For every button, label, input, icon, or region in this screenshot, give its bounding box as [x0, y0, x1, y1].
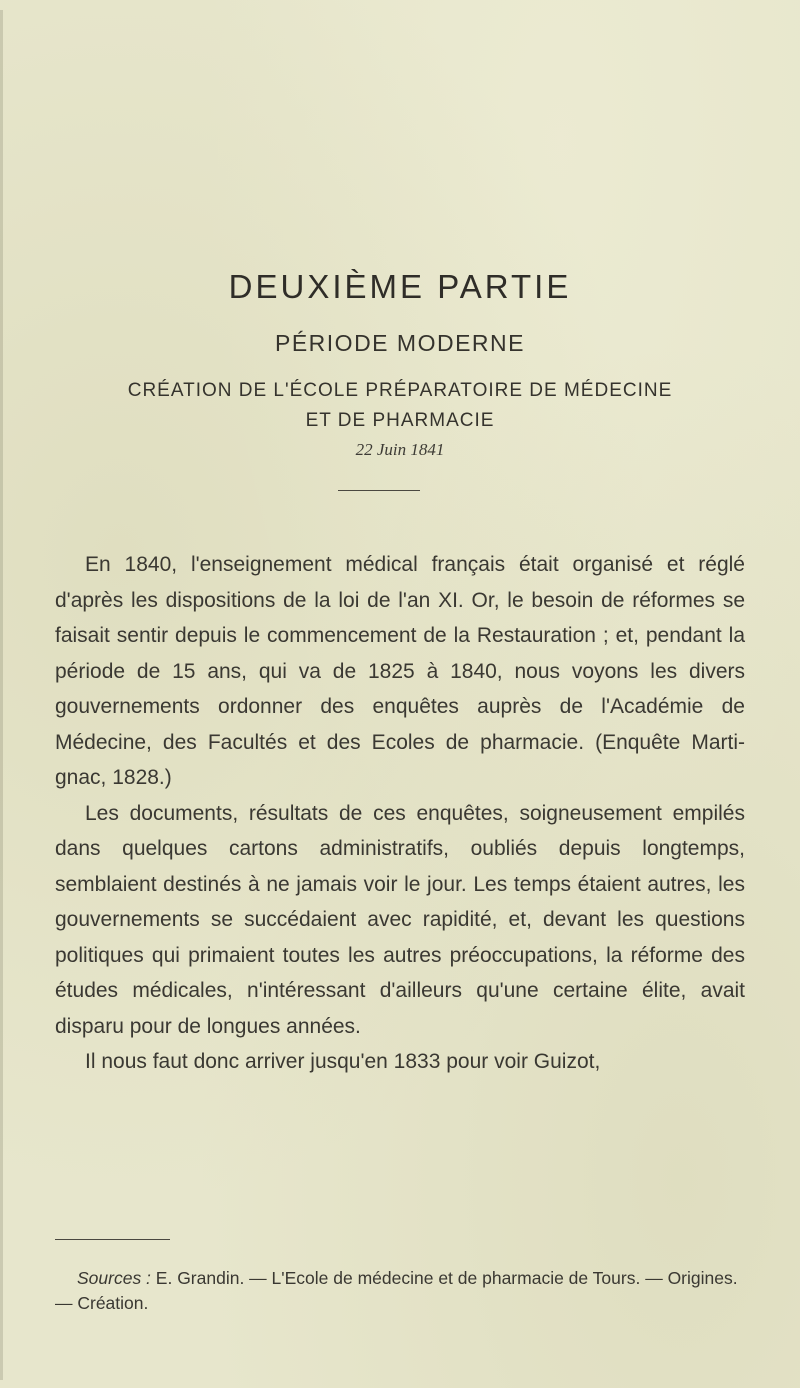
- date-line: 22 Juin 1841: [355, 440, 445, 459]
- part-title: DEUXIÈME PARTIE: [228, 268, 572, 305]
- footnote-divider: [55, 1239, 170, 1240]
- title-divider: [338, 490, 420, 491]
- period-title: PÉRIODE MODERNE: [275, 330, 525, 356]
- creation-title-line-1: CRÉATION DE L'ÉCOLE PRÉPARATOIRE DE MÉDECINE: [127, 380, 673, 401]
- paragraph-3: Il nous faut donc arriver jusqu'en 1833 pour voir Guizot,: [85, 1050, 601, 1073]
- footnote: [55, 1266, 755, 1316]
- body-text: [55, 547, 745, 1080]
- creation-title-line-2: ET DE PHARMACIE: [305, 410, 495, 431]
- footnote-label: Sources :: [77, 1268, 151, 1288]
- creation-title: [0, 376, 800, 436]
- page-edge-shadow: [0, 10, 3, 1380]
- footnote-text: E. Grandin. — L'Ecole de médecine et de pharmacie de Tours. — Origines. — Création.: [55, 1268, 738, 1313]
- paragraph-1: En 1840, l'enseignement médical français était organisé et réglé d'après les dispositions de la loi de l'an XI. Or, le besoin de réformes se faisait sentir depuis le commencement de la Restauration ; et, pendant la période de 15 ans, qui va de 1825 à 1840, nous voyons les divers gouvernements ordonner des enquêtes auprès de l'Académie de Médecine, des Facultés et des Ecoles de pharmacie. (Enquête Marti-gnac, 1828.): [55, 553, 745, 789]
- paragraph-2: Les documents, résultats de ces enquêtes, soigneusement empilés dans quelques cartons administratifs, oubliés depuis longtemps, semblaient destinés à ne jamais voir le jour. Les temps étaient autres, les gouvernements se succédaient avec rapidité, et, devant les questions politiques qui primaient toutes les autres préoccupations, la réforme des études médicales, n'intéressant d'ailleurs qu'une certaine élite, avait disparu pour de longues années.: [55, 801, 745, 1038]
